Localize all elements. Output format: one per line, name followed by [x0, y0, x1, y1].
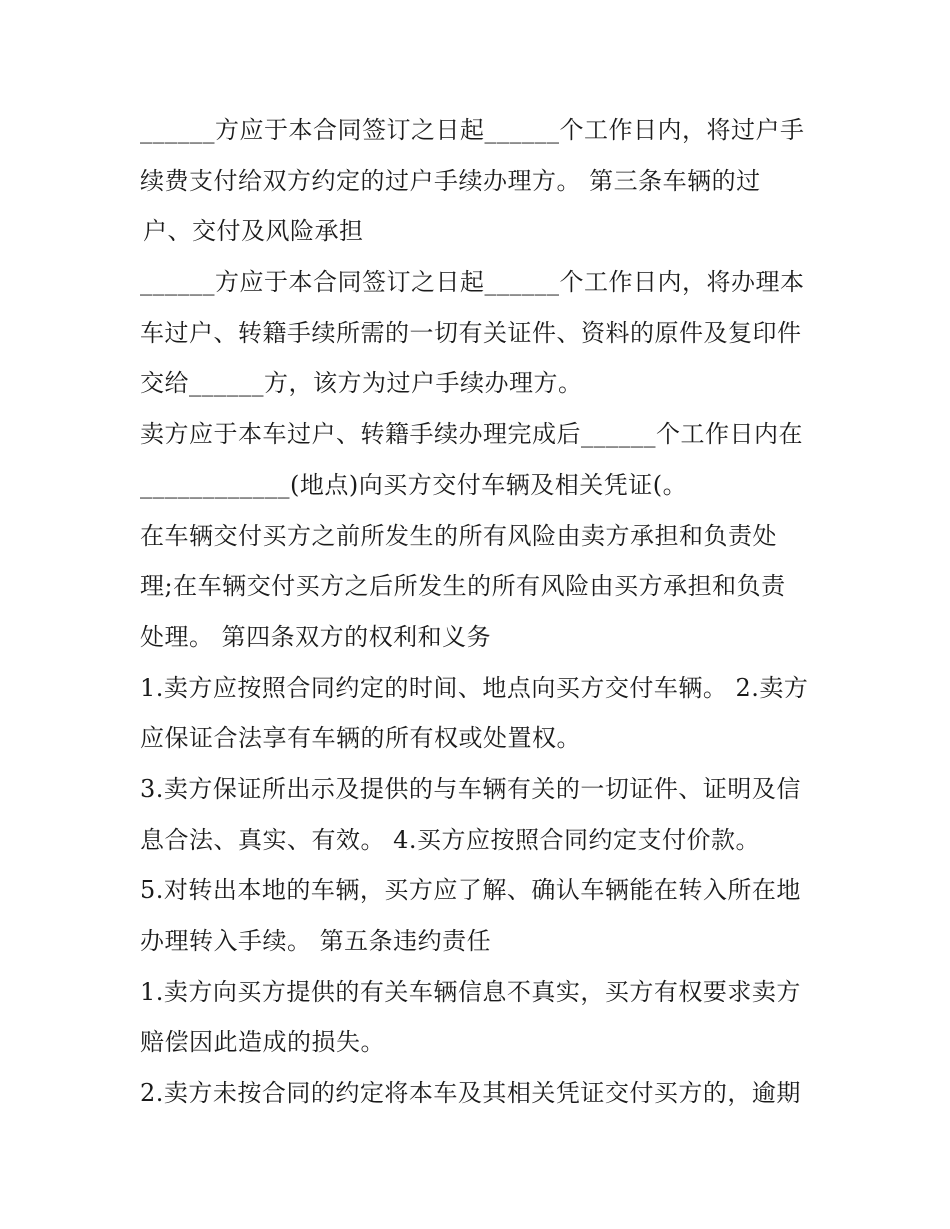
text-line: 理;在车辆交付买方之后所发生的所有风险由买方承担和负责	[140, 572, 786, 601]
text-line: 车过户、转籍手续所需的一切有关证件、资料的原件及复印件	[140, 318, 802, 347]
text-line: 3.卖方保证所出示及提供的与车辆有关的一切证件、证明及信	[140, 774, 801, 803]
text-line: 息合法、真实、有效。 4.买方应按照合同约定支付价款。	[140, 825, 761, 854]
text-line: 5.对转出本地的车辆，买方应了解、确认车辆能在转入所在地	[140, 876, 801, 905]
text-line: 2.卖方未按合同的约定将本车及其相关凭证交付买方的，逾期	[140, 1079, 801, 1108]
text-line: 卖方应于本车过户、转籍手续办理完成后______个工作日内在	[140, 420, 803, 449]
text-line: ____________(地点)向买方交付车辆及相关凭证(。	[140, 470, 688, 499]
text-line: 续费支付给双方约定的过户手续办理方。 第三条车辆的过	[140, 166, 761, 195]
text-line: 赔偿因此造成的损失。	[140, 1028, 385, 1057]
text-line: 在车辆交付买方之前所发生的所有风险由卖方承担和负责处	[140, 521, 777, 550]
text-line: 办理转入手续。 第五条违约责任	[140, 927, 492, 955]
text-line: 1.卖方向买方提供的有关车辆信息不真实，买方有权要求卖方	[140, 977, 801, 1006]
contract-text-body	[140, 108, 820, 1122]
text-line: ______方应于本合同签订之日起______个工作日内，将过户手	[140, 116, 805, 144]
text-line: 应保证合法享有车辆的所有权或处置权。	[140, 724, 581, 753]
text-line: 处理。 第四条双方的权利和义务	[140, 622, 492, 651]
text-line: 1.卖方应按照合同约定的时间、地点向买方交付车辆。 2.卖方	[140, 673, 809, 702]
text-line: ______方应于本合同签订之日起______个工作日内，将办理本	[140, 268, 805, 297]
text-line: 交给______方，该方为过户手续办理方。	[140, 369, 583, 398]
text-line: 户、交付及风险承担	[143, 217, 364, 246]
